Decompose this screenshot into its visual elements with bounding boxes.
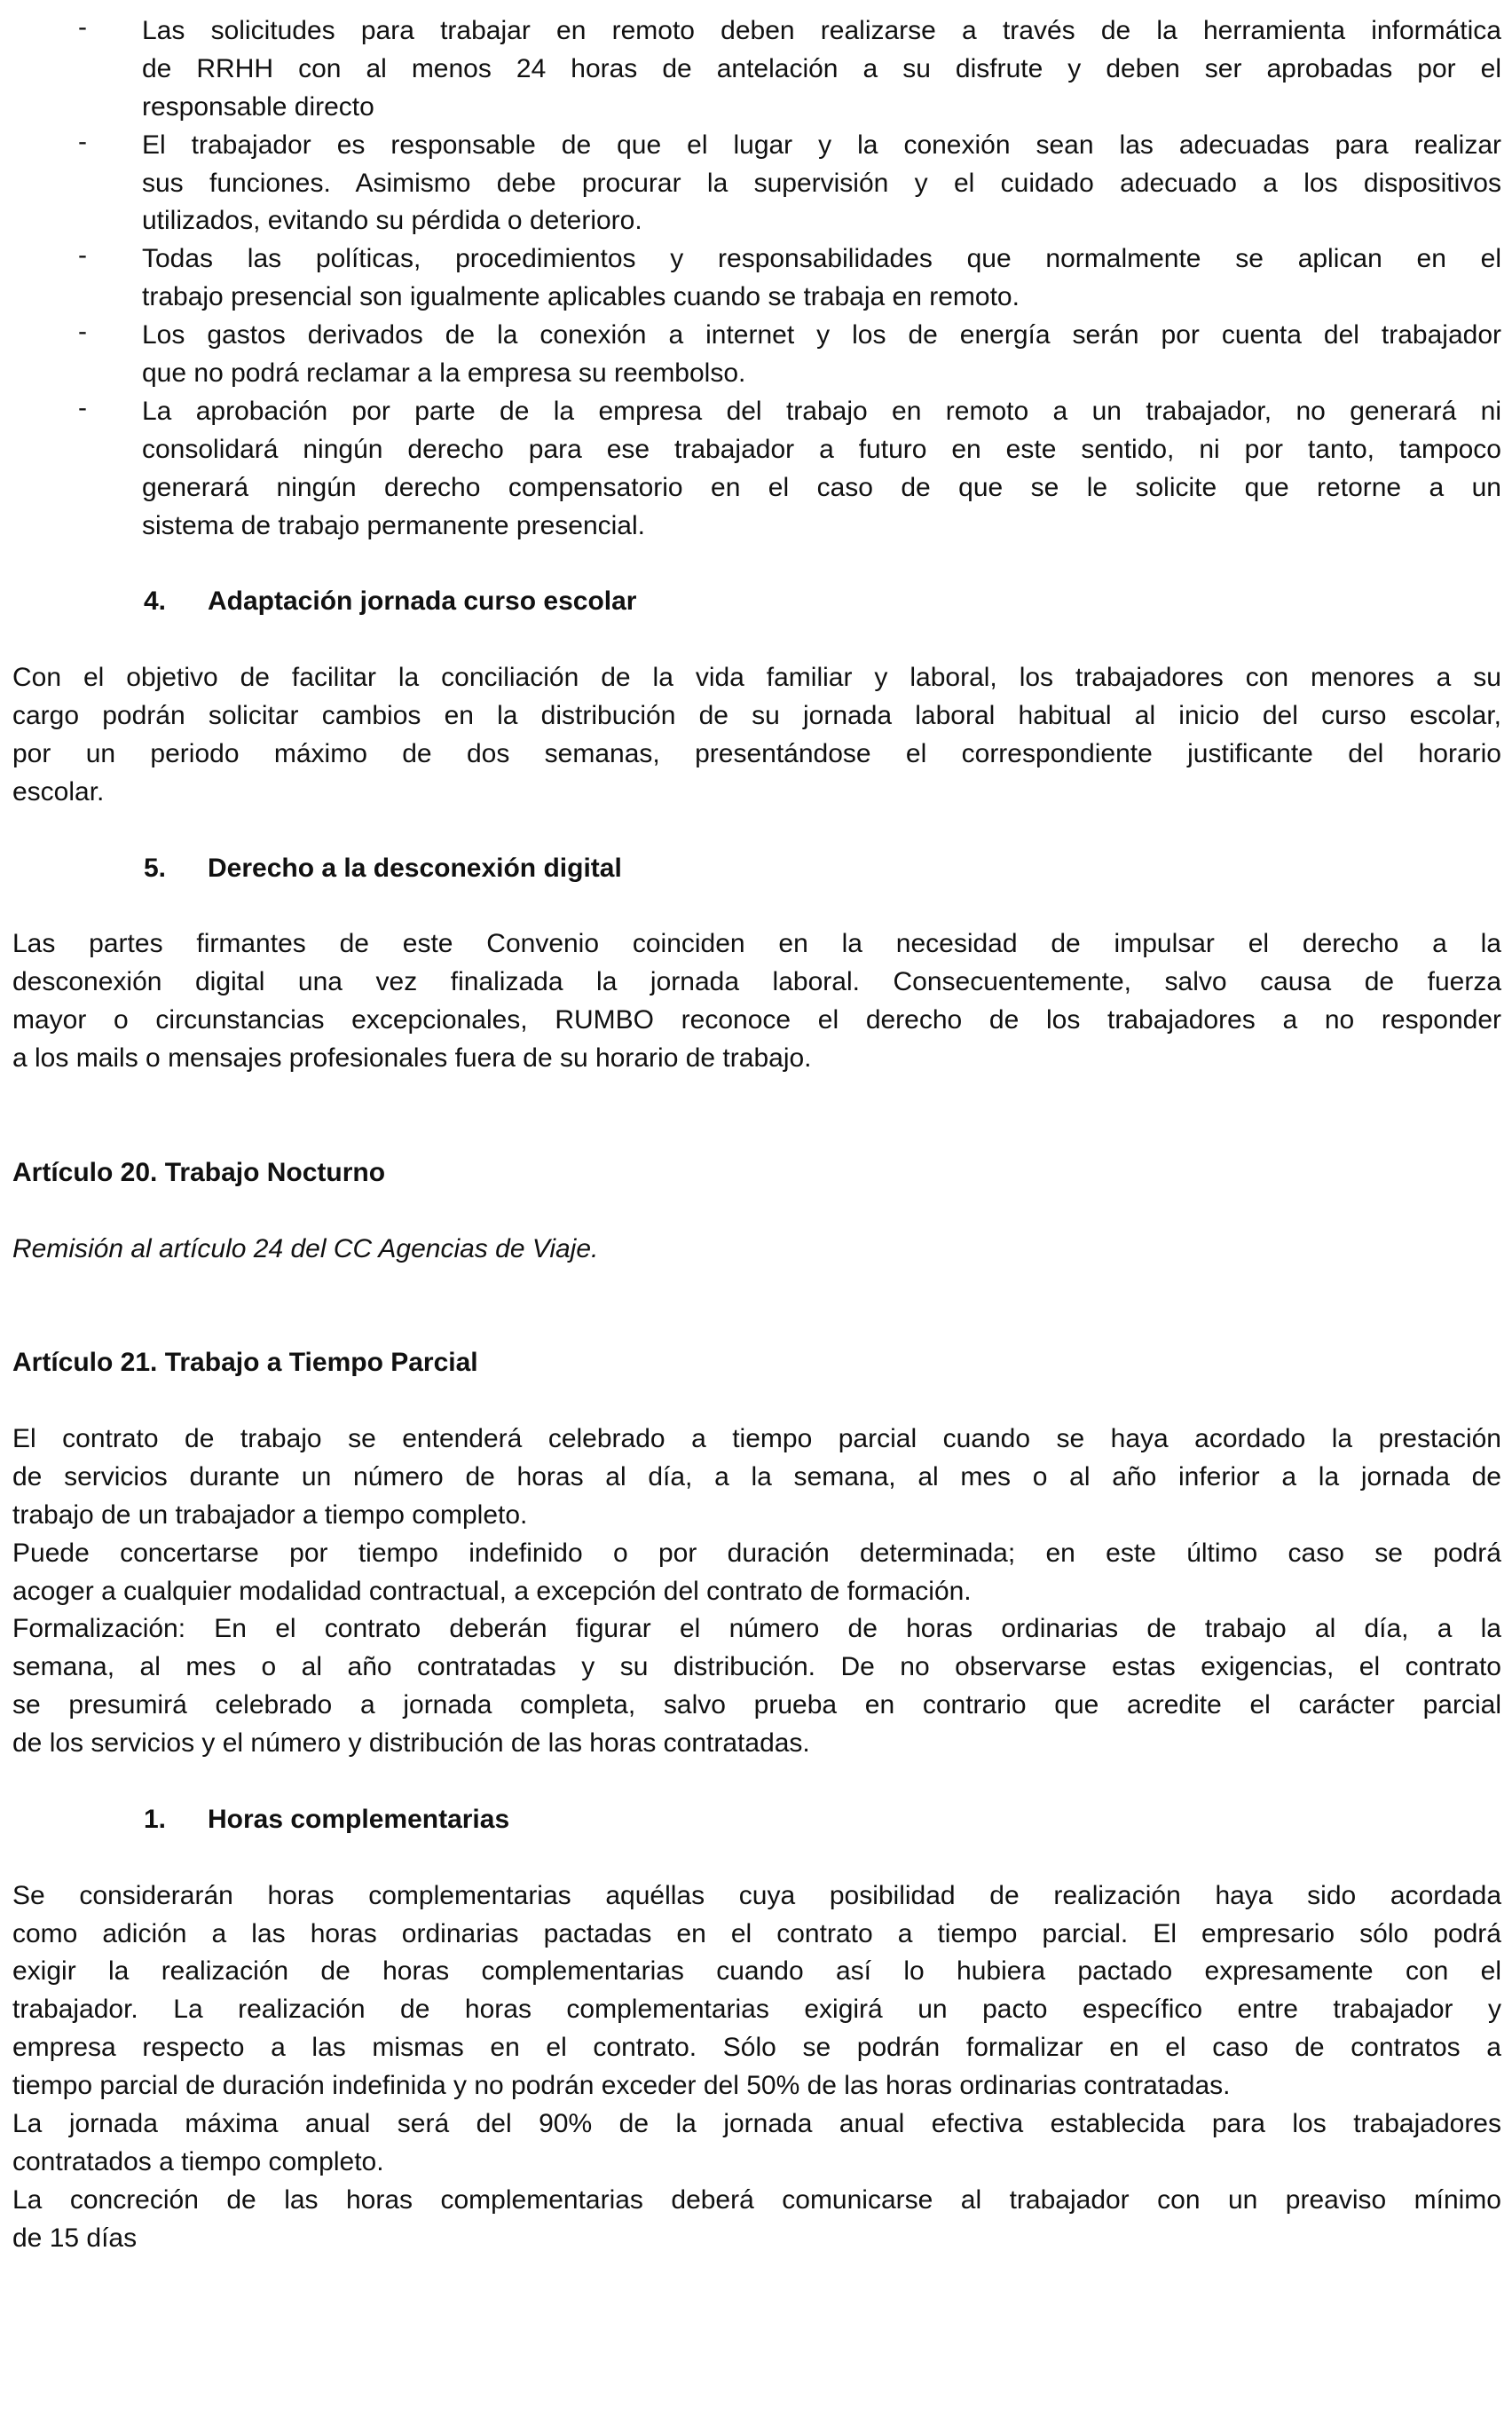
blank-line (12, 1116, 1501, 1154)
bullet-dash-icon: - (78, 12, 87, 42)
text-line: como adición a las horas ordinarias pactadas en el contrato a tiempo parcial. El empresario sólo podrá (12, 1918, 1501, 1948)
bullet-item (12, 127, 1501, 241)
paragraph (12, 1535, 1501, 1611)
text-line: Todas las políticas, procedimientos y responsabilidades que normalmente se aplican en el (142, 244, 1501, 274)
text-line: tiempo parcial de duración indefinida y no podrán exceder del 50% de las horas ordinarias contratadas. (12, 2071, 1231, 2101)
text-line: escolar. (12, 776, 105, 807)
bullet-item (12, 12, 1501, 127)
section-number: 1. (144, 1804, 167, 1834)
text-line: Los gastos derivados de la conexión a internet y los de energía serán por cuenta del trabajador (142, 320, 1501, 350)
paragraph (12, 2182, 1501, 2258)
section-number: 5. (144, 853, 167, 883)
blank-line (12, 887, 1501, 925)
blank-line (12, 812, 1501, 850)
text-line: se presumirá celebrado a jornada completa, salvo prueba en contrario que acredite el carácter parcial (12, 1690, 1501, 1720)
bullet-item (12, 393, 1501, 546)
text-line: sus funciones. Asimismo debe procurar la supervisión y el cuidado adecuado a los dispositivos (142, 168, 1501, 198)
text-line: contratados a tiempo completo. (12, 2146, 384, 2176)
paragraph (12, 1421, 1501, 1535)
text-line: responsable directo (142, 91, 374, 122)
bullet-item (12, 240, 1501, 317)
text-line: consolidará ningún derecho para ese trabajador a futuro en este sentido, ni por tanto, tampoco (142, 434, 1501, 464)
text-line: El trabajador es responsable de que el lugar y la conexión sean las adecuadas para realizar (142, 130, 1501, 160)
section-title: Derecho a la desconexión digital (208, 853, 622, 883)
article-heading: Artículo 20. Trabajo Nocturno (12, 1157, 386, 1187)
text-line: que no podrá reclamar a la empresa su reembolso. (142, 358, 746, 389)
section-heading (12, 850, 1501, 888)
blank-line (12, 1268, 1501, 1306)
text-line: de servicios durante un número de horas al día, a la semana, al mes o al año inferior a la jornada de (12, 1461, 1501, 1491)
text-line: sistema de trabajo permanente presencial. (142, 510, 645, 540)
text-line: Con el objetivo de facilitar la conciliación de la vida familiar y laboral, los trabajadores con menores a su (12, 663, 1501, 693)
bullet-dash-icon: - (78, 317, 87, 347)
blank-line (12, 621, 1501, 659)
paragraph (12, 2105, 1501, 2182)
bullet-item (12, 317, 1501, 393)
text-line: de los servicios y el número y distribución de las horas contratadas. (12, 1728, 810, 1759)
text-line: empresa respecto a las mismas en el contrato. Sólo se podrán formalizar en el caso de contratos a (12, 2033, 1501, 2063)
text-line: de 15 días (12, 2223, 138, 2253)
text-line: trabajador. La realización de horas complementarias exigirá un pacto específico entre trabajador y (12, 1995, 1501, 2025)
bullet-dash-icon: - (78, 240, 87, 271)
text-line: cargo podrán solicitar cambios en la distribución de su jornada laboral habitual al inicio del curso escolar, (12, 701, 1501, 731)
text-line: exigir la realización de horas complementarias cuando así lo hubiera pactado expresamente con el (12, 1956, 1501, 1987)
text-line: por un periodo máximo de dos semanas, presentándose el correspondiente justificante del horario (12, 738, 1501, 768)
text-line: de RRHH con al menos 24 horas de antelación a su disfrute y deben ser aprobadas por el (142, 53, 1501, 83)
blank-line (12, 1382, 1501, 1421)
text-line: Formalización: En el contrato deberán figurar el número de horas ordinarias de trabajo al día, a la (12, 1614, 1501, 1644)
text-line: generará ningún derecho compensatorio en el caso de que se le solicite que retorne a un (142, 472, 1501, 502)
text-line: trabajo presencial son igualmente aplicables cuando se trabaja en remoto. (142, 282, 1020, 312)
text-line: La jornada máxima anual será del 90% de la jornada anual efectiva establecida para los trabajadores (12, 2108, 1501, 2138)
text-line: mayor o circunstancias excepcionales, RUMBO reconoce el derecho de los trabajadores a no responder (12, 1005, 1501, 1035)
document-page (12, 12, 1501, 2258)
text-line: utilizados, evitando su pérdida o deterioro. (142, 206, 642, 236)
text-line: El contrato de trabajo se entenderá celebrado a tiempo parcial cuando se haya acordado la prestación (12, 1423, 1501, 1453)
blank-line (12, 1839, 1501, 1877)
text-line: a los mails o mensajes profesionales fuera de su horario de trabajo. (12, 1043, 812, 1074)
text-line: acoger a cualquier modalidad contractual, a excepción del contrato de formación. (12, 1576, 972, 1606)
text-line: Puede concertarse por tiempo indefinido o por duración determinada; en este último caso se podrá (12, 1538, 1501, 1568)
bullet-dash-icon: - (78, 392, 87, 422)
text-line: La concreción de las horas complementarias deberá comunicarse al trabajador con un preaviso mínimo (12, 2184, 1501, 2215)
paragraph (12, 925, 1501, 1078)
section-title: Horas complementarias (208, 1804, 510, 1834)
section-title: Adaptación jornada curso escolar (208, 586, 637, 617)
blank-line (12, 1078, 1501, 1116)
paragraph (12, 1877, 1501, 2105)
text-line: desconexión digital una vez finalizada la jornada laboral. Consecuentemente, salvo causa de fuerza (12, 967, 1501, 997)
text-line: La aprobación por parte de la empresa del trabajo en remoto a un trabajador, no generará ni (142, 396, 1501, 426)
paragraph (12, 1610, 1501, 1763)
text-line: trabajo de un trabajador a tiempo completo. (12, 1499, 528, 1530)
italic-note: Remisión al artículo 24 del CC Agencias de Viaje. (12, 1233, 599, 1263)
bullet-dash-icon: - (78, 126, 87, 156)
paragraph (12, 659, 1501, 812)
blank-line (12, 1763, 1501, 1801)
section-number: 4. (144, 586, 167, 617)
text-line: semana, al mes o al año contratadas y su distribución. De no observarse estas exigencias, el contrato (12, 1652, 1501, 1682)
text-line: Se considerarán horas complementarias aquéllas cuya posibilidad de realización haya sido acordada (12, 1880, 1501, 1910)
section-heading (12, 1801, 1501, 1839)
section-heading (12, 583, 1501, 621)
text-line: Las solicitudes para trabajar en remoto deben realizarse a través de la herramienta informática (142, 16, 1501, 45)
article-heading: Artículo 21. Trabajo a Tiempo Parcial (12, 1348, 478, 1378)
blank-line (12, 1192, 1501, 1231)
blank-line (12, 1306, 1501, 1344)
blank-line (12, 545, 1501, 583)
text-line: Las partes firmantes de este Convenio coinciden en la necesidad de impulsar el derecho a la (12, 929, 1501, 959)
